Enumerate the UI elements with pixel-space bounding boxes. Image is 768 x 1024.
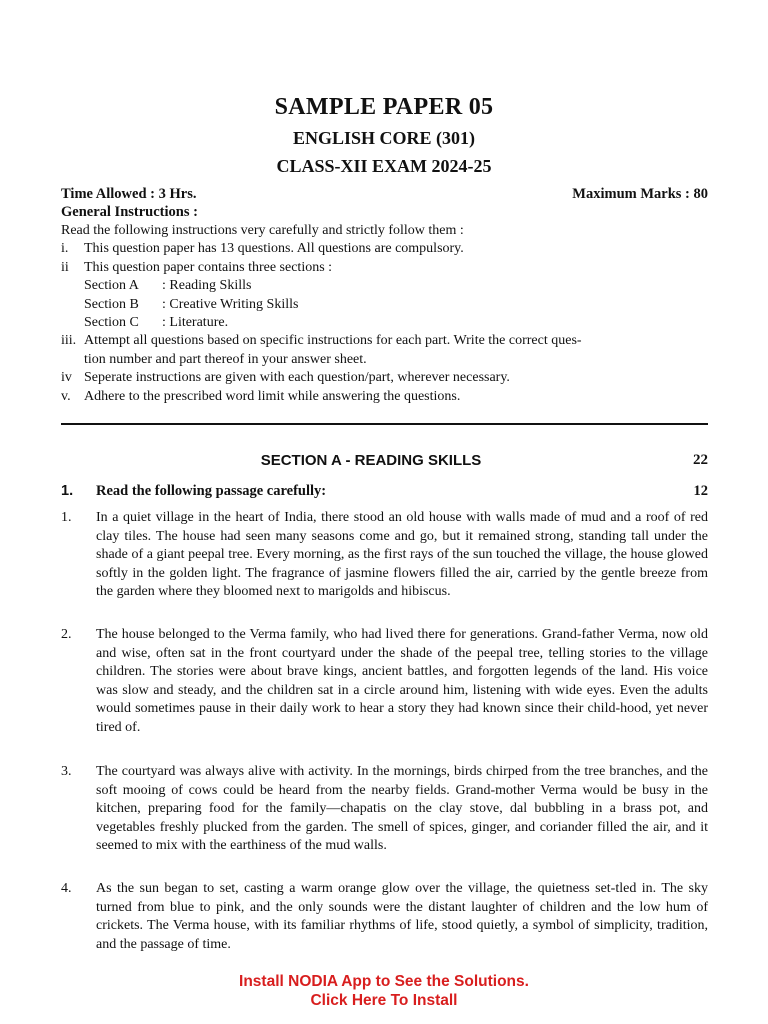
install-link[interactable]: Click Here To Install (310, 992, 458, 1009)
maximum-marks: Maximum Marks : 80 (572, 186, 708, 202)
instructions-lead: Read the following instructions very carefully and strictly follow them : (61, 223, 464, 238)
exam-title: CLASS-XII EXAM 2024-25 (276, 156, 492, 176)
install-app-banner[interactable] (0, 972, 768, 1010)
divider (61, 423, 708, 425)
general-instructions-heading: General Instructions : (61, 204, 198, 220)
time-allowed: Time Allowed : 3 Hrs. (61, 186, 197, 202)
question-marks: 12 (693, 483, 708, 499)
section-marks: 22 (693, 452, 708, 468)
promo-line-1[interactable]: Install NODIA App to See the Solutions. (239, 973, 529, 990)
exam-meta (61, 186, 708, 203)
exam-page: SAMPLE PAPER 05 ENGLISH CORE (301) CLASS-XII EXAM 2024-25 Time Allowed : 3 Hrs. Maximum Marks : 80 General Instructions : Read the following instructions very carefully and strictly follow them : i. This question paper has 13 questions. All questions are compulsory. ii This question paper contains three sections : Section A : Reading Skills Section B : Creative Writing Skills Section C : Literature. iii. Attempt all questions based on specific instructions for each part. Write the correct ques- tion number and part thereof in your answer sheet. iv Seperate instructions are given with each question/part, wherever necessary. v. Adhere to the prescribed word limit while answering the questions. SECTION A - READING SKILLS 22 1. Read the following passage carefully: 12 1. In a quiet village in the heart of India, there stood an old house with walls made of mud and a roof of red clay tiles. The house had seen many seasons come and go, but it remained strong, standing tall under the shade of a giant peepal tree. Every morning, as the first rays of the sun touched the village, the house glowed softly in the golden light. The fragrance of jasmine flowers filled the air, carried by the gentle breeze from the garden where they bloomed next to marigolds and hibiscus. 2. The house belonged to the Verma family, who had lived there for generations. Grand-father Verma, now old and wise, often sat in the front courtyard under the shade of the peepal tree, telling stories to the village children. The stories were about brave kings, ancient battles, and forgotten legends of the land. His voice was slow and steady, and the children sat in a circle around him, listening with wide eyes. Even the adults would sometimes pause in their daily work to hear a story they had known since their child-hood, yet never tired of. 3. The courtyard was always alive with activity. In the mornings, birds chirped from the tree branches, and the soft mooing of cows could be heard from the nearby fields. Grand-mother Verma would be busy in the kitchen, preparing food for the family—chapatis on the clay stove, dal bubbling in a brass pot, and vegetables freshly plucked from the garden. The smell of spices, ginger, and coriander filled the air, and it seemed to mix with the earthiness of the mud walls. 4. As the sun began to set, casting a warm orange glow over the village, the quietness set-tled in. The sky turned from blue to pink, and the only sounds were the distant laughter of children and the low hum of crickets. The Verma house, with its familiar rhythms of life, stood quietly, a symbol of simplicity, tradition, and the passage of time. Install NODIA App to See the Solutions. Click Here To Install (0, 0, 768, 1024)
section-title: SECTION A - READING SKILLS (260, 452, 482, 469)
question-number: 1. (61, 483, 74, 499)
subject-title: ENGLISH CORE (301) (292, 128, 476, 148)
question-text: Read the following passage carefully: (96, 483, 327, 499)
paper-title: SAMPLE PAPER 05 (274, 94, 494, 120)
